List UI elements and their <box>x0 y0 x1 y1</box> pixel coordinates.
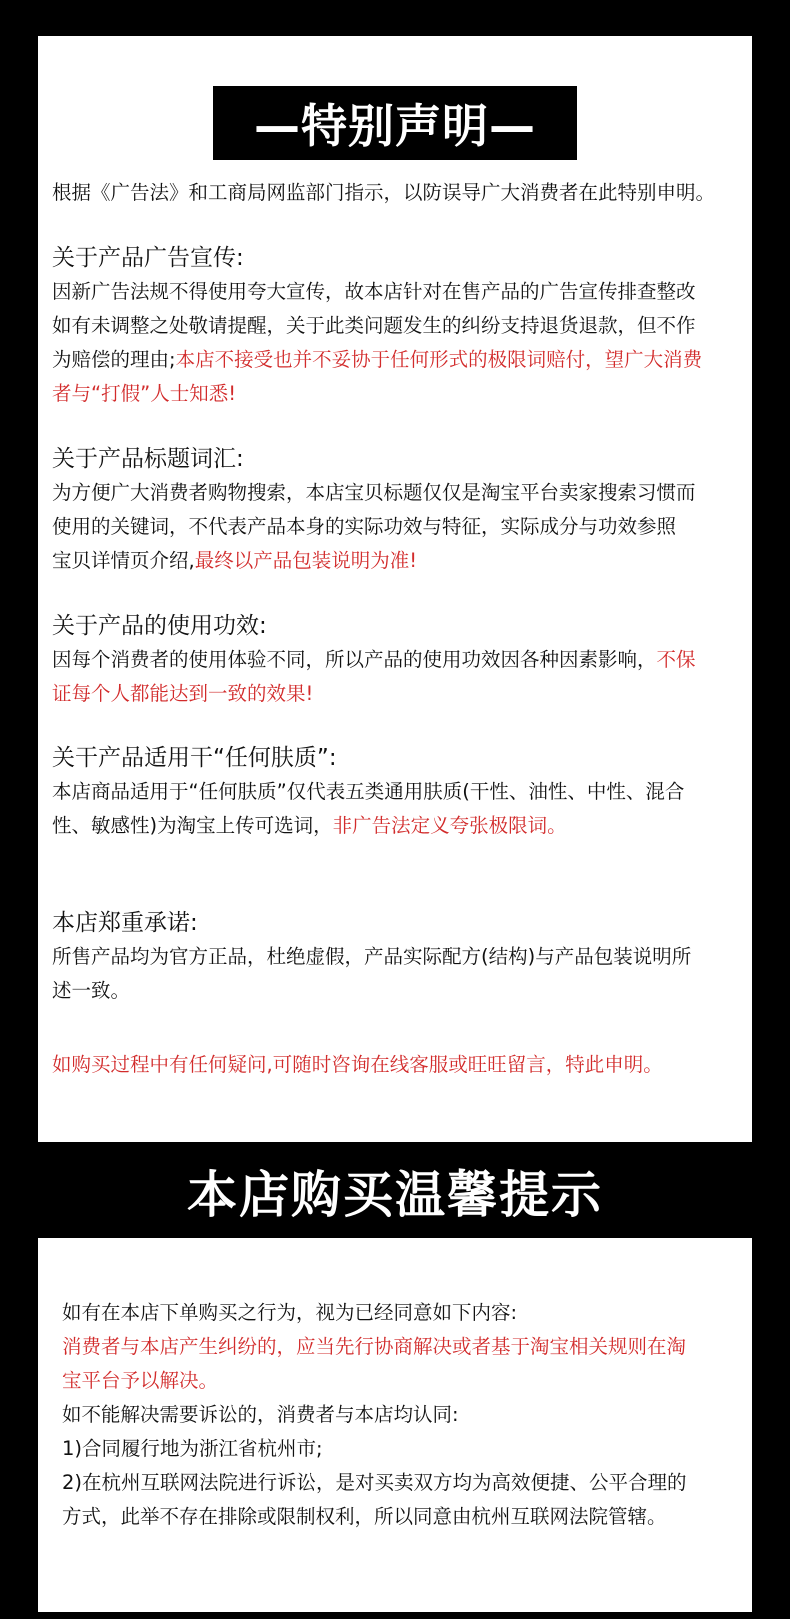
tips-title: 本店购买温馨提示 <box>187 1166 603 1224</box>
section-ad-promotion <box>52 241 752 411</box>
tips-line: 宝平台予以解决。 <box>62 1369 219 1392</box>
tips-line: 1)合同履行地为浙江省杭州市; <box>62 1437 323 1460</box>
section-line: 者与“打假”人士知悉! <box>52 382 237 405</box>
section-store-promise <box>52 906 752 1008</box>
section-line: 宝贝详情页介绍,最终以产品包装说明为准! <box>52 549 418 572</box>
tips-line: 消费者与本店产生纠纷的，应当先行协商解决或者基于淘宝相关规则在淘 <box>62 1335 687 1358</box>
notice-title: —特别声明— <box>213 86 577 160</box>
section-line: 本店商品适用于“任何肤质”仅代表五类通用肤质(干性、油性、中性、混合 <box>52 780 685 803</box>
section-heading: 本店郑重承诺: <box>52 910 198 936</box>
notice-closing: 如购买过程中有任何疑问,可随时咨询在线客服或旺旺留言，特此申明。 <box>52 1053 663 1076</box>
section-line: 因新广告法规不得使用夸大宣传，故本店针对在售产品的广告宣传排查整改 <box>52 280 696 303</box>
notice-intro: 根据《广告法》和工商局网监部门指示，以防误导广大消费者在此特别申明。 <box>52 181 716 204</box>
section-product-efficacy <box>52 609 752 711</box>
section-line: 因每个消费者的使用体验不同，所以产品的使用功效因各种因素影响，不保 <box>52 648 696 671</box>
section-line: 述一致。 <box>52 979 131 1002</box>
notice-intro-block <box>52 176 752 210</box>
section-heading: 关于产品的使用功效: <box>52 613 267 639</box>
section-title-keywords <box>52 442 752 578</box>
section-heading: 关于产品标题词汇: <box>52 446 244 472</box>
section-line: 为赔偿的理由;本店不接受也并不妥协于任何形式的极限词赔付，望广大消费 <box>52 348 703 371</box>
section-line: 如有未调整之处敬请提醒，关于此类问题发生的纠纷支持退货退款，但不作 <box>52 314 696 337</box>
section-line: 为方便广大消费者购物搜索，本店宝贝标题仅仅是淘宝平台卖家搜索习惯而 <box>52 481 696 504</box>
notice-closing-block <box>52 1048 752 1082</box>
tips-line: 方式，此举不存在排除或限制权利，所以同意由杭州互联网法院管辖。 <box>62 1505 667 1528</box>
section-heading: 关干产品适用干“任何肤质”: <box>52 745 337 771</box>
section-line: 所售产品均为官方正品，杜绝虚假，产品实际配方(结构)与产品包装说明所 <box>52 945 692 968</box>
tips-body <box>62 1296 752 1534</box>
section-line: 使用的关键词，不代表产品本身的实际功效与特征，实际成分与功效参照 <box>52 515 677 538</box>
section-skin-types <box>52 741 752 843</box>
section-heading: 关于产品广告宣传: <box>52 245 244 271</box>
tips-line: 如有在本店下单购买之行为，视为已经同意如下内容: <box>62 1301 518 1324</box>
tips-line: 2)在杭州互联网法院进行诉讼，是对买卖双方均为高效便捷、公平合理的 <box>62 1471 687 1494</box>
tips-line: 如不能解决需要诉讼的，消费者与本店均认同: <box>62 1403 459 1426</box>
section-line: 性、敏感性)为淘宝上传可选词，非广告法定义夸张极限词。 <box>52 814 567 837</box>
section-line: 证每个人都能达到一致的效果! <box>52 682 314 705</box>
